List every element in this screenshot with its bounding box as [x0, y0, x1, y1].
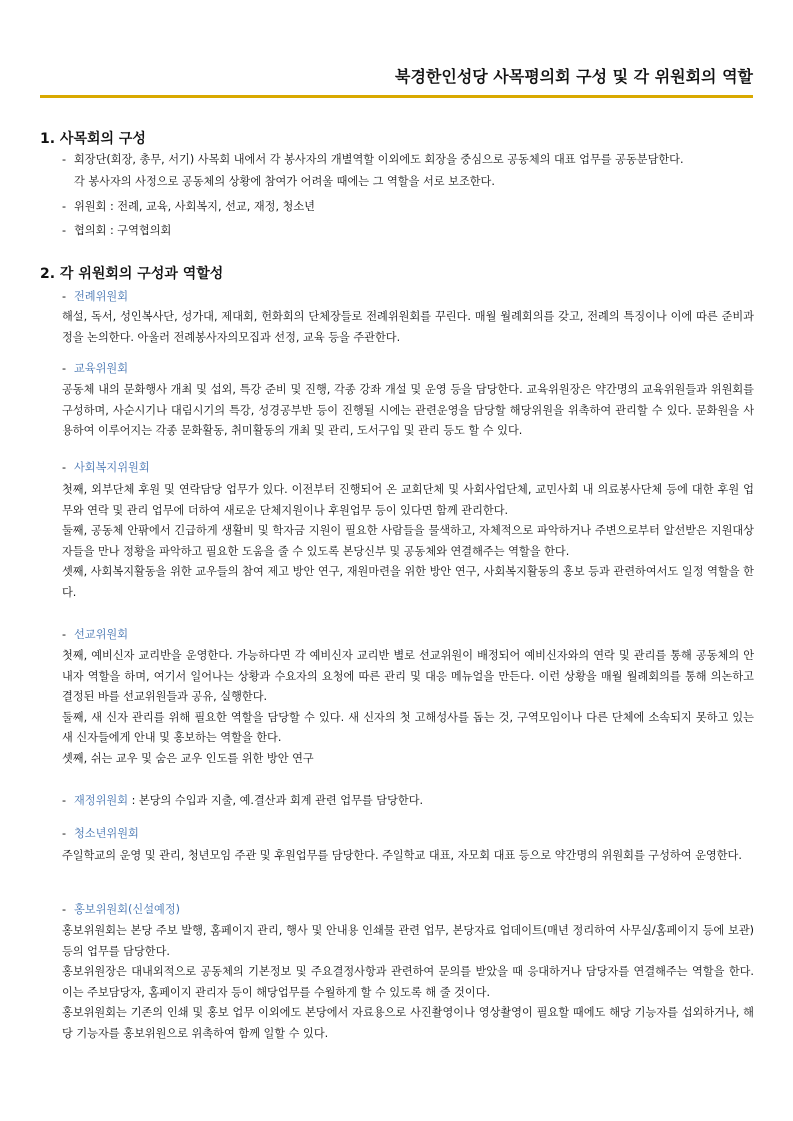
section-1-item-leadership-cont: 각 봉사자의 사정으로 공동체의 상황에 참여가 어려울 때에는 그 역할을 서로 보조한다.: [74, 175, 495, 188]
document-title: 북경한인성당 사목평의회 구성 및 각 위원회의 역할: [40, 64, 753, 98]
committee-body-education: [62, 380, 754, 442]
bullet-dash: -: [62, 794, 67, 807]
paragraph: 공동체 내의 문화행사 개최 및 섭외, 특강 준비 및 진행, 각종 강좌 개설 및 운영 등을 담당한다. 교육위원장은 약간명의 교육위원들과 위원회를 구성하며, 사순시기나 대림시기의 특강, 성경공부반 등이 진행될 시에는 관련운영을 담당할 해당위원을 위촉하여 관리할 수 있다. 문화원을 사용하여 이루어지는 각종 문화활동, 취미활동의 개최 및 관리, 도서구입 및 관리 등도 할 수 있다.: [62, 383, 754, 437]
paragraph: 첫째, 외부단체 후원 및 연락담당 업무가 있다. 이전부터 진행되어 온 교회단체 및 사회사업단체, 교민사회 내 의료봉사단체 등에 대한 후원 업무와 연락 및 관리 업무에 더하여 새로운 단체지원이나 후원업무 등이 있다면 함께 관리한다.: [62, 483, 754, 517]
section-1-title: 1. 사목회의 구성: [40, 131, 146, 147]
committee-body-publicity: [62, 921, 754, 1044]
bullet-dash: -: [62, 224, 67, 237]
paragraph: 셋째, 사회복지활동을 위한 교우들의 참여 제고 방안 연구, 재원마련을 위한 방안 연구, 사회복지활동의 홍보 등과 관련하여서도 일정 역할을 한다.: [62, 565, 754, 599]
committee-heading-mission: - 선교위원회: [62, 625, 753, 645]
bullet-dash: -: [62, 461, 67, 474]
paragraph: 셋째, 쉬는 교우 및 숨은 교우 인도를 위한 방안 연구: [62, 751, 314, 765]
section-2-title: 2. 각 위원회의 구성과 역할성: [40, 266, 224, 282]
paragraph: 홍보위원회는 기존의 인쇄 및 홍보 업무 이외에도 본당에서 자료용으로 사진촬영이나 영상촬영이 필요할 때에도 해당 기능자를 섭외하거나, 해당 기능자를 홍보위원으로 위촉하여 함께 일할 수 있다.: [62, 1006, 754, 1040]
paragraph: 홍보위원장은 대내외적으로 공동체의 기본정보 및 주요결정사항과 관련하여 문의를 받았을 때 응대하거나 담당자를 연결해주는 역할을 한다. 이는 주보담당자, 홈페이지 관리자 등이 해당업무를 수월하게 할 수 있도록 해 줄 것이다.: [62, 965, 754, 999]
bullet-dash: -: [62, 827, 67, 840]
paragraph: 해설, 독서, 성인복사단, 성가대, 제대회, 헌화회의 단체장들로 전례위원회를 꾸린다. 매월 월례회의를 갖고, 전례의 특징이나 이에 따른 준비과정을 논의한다. 아울러 전례봉사자의모집과 선정, 교육 등을 주관한다.: [62, 310, 754, 344]
paragraph: 주일학교의 운영 및 관리, 청년모임 주관 및 후원업무를 담당한다. 주일학교 대표, 자모회 대표 등으로 약간명의 위원회를 구성하여 운영한다.: [62, 849, 742, 862]
bullet-dash: -: [62, 362, 67, 375]
committee-heading-finance: - 재정위원회 : 본당의 수입과 지출, 예.결산과 회계 관련 업무를 담당한다.: [62, 791, 753, 811]
section-1-item-committees: - 위원회 : 전례, 교육, 사회복지, 선교, 재정, 청소년: [62, 197, 753, 217]
bullet-dash: -: [62, 200, 67, 213]
committee-heading-education: - 교육위원회: [62, 359, 753, 379]
committee-body-social-welfare: [62, 480, 754, 603]
paragraph: 둘째, 공동체 안팎에서 긴급하게 생활비 및 학자금 지원이 필요한 사람들을 물색하고, 자체적으로 파악하거나 주변으로부터 알선받은 지원대상자들을 만나 정황을 파악하고 필요한 도움을 줄 수 있도록 본당신부 및 공동체와 연결해주는 역할을 한다.: [62, 524, 754, 558]
committee-heading-liturgy: - 전례위원회: [62, 287, 753, 307]
finance-description: : 본당의 수입과 지출, 예.결산과 회계 관련 업무를 담당한다.: [128, 794, 424, 807]
committee-heading-social-welfare: - 사회복지위원회: [62, 458, 753, 478]
committee-body-mission: [62, 646, 754, 769]
committee-body-liturgy: [62, 307, 754, 348]
bullet-dash: -: [62, 153, 67, 166]
paragraph: 홍보위원회는 본당 주보 발행, 홈페이지 관리, 행사 및 안내용 인쇄물 관련 업무, 본당자료 업데이트(매년 정리하여 사무실/홈페이지 등에 보관) 등의 업무를 담당한다.: [62, 924, 754, 958]
bullet-dash: -: [62, 628, 67, 641]
committee-heading-youth: - 청소년위원회: [62, 824, 753, 844]
bullet-dash: -: [62, 903, 67, 916]
committee-heading-publicity: - 홍보위원회(신설예정): [62, 900, 753, 920]
bullet-dash: -: [62, 290, 67, 303]
paragraph: 둘째, 새 신자 관리를 위해 필요한 역할을 담당할 수 있다. 새 신자의 첫 고해성사를 돕는 것, 구역모임이나 다른 단체에 소속되지 못하고 있는 새 신자들에게 안내 및 홍보하는 역할을 한다.: [62, 710, 754, 744]
committee-body-youth: [62, 846, 754, 867]
section-1-item-council: - 협의회 : 구역협의회: [62, 221, 753, 241]
paragraph: 첫째, 예비신자 교리반을 운영한다. 가능하다면 각 예비신자 교리반 별로 선교위원이 배정되어 예비신자와의 연락 및 관리를 통해 공동체의 안내자 역할을 하며, 여기서 일어나는 상황과 수요자의 요청에 따른 관리 및 대응 메뉴얼을 만든다. 이런 상황을 매월 월례회의를 통해 의논하고 결정된 바를 선교위원들과 공유, 실행한다.: [62, 649, 754, 703]
section-1-item-leadership: - 회장단(회장, 총무, 서기) 사목회 내에서 각 봉사자의 개별역할 이외에도 회장을 중심으로 공동체의 대표 업무를 공동분담한다.: [62, 150, 753, 170]
